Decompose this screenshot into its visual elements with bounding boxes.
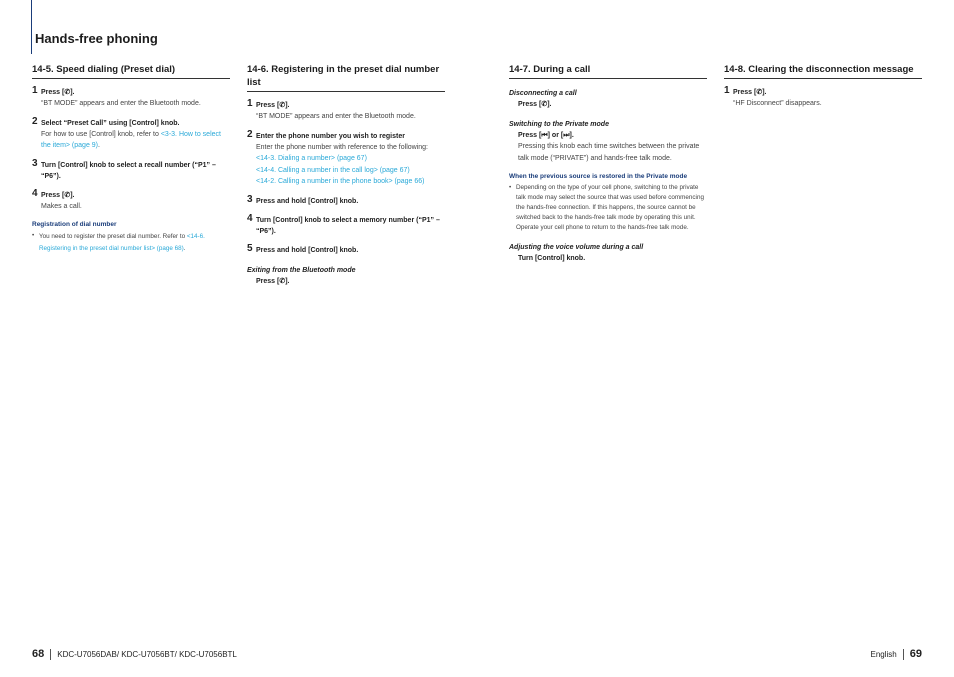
step — [32, 115, 230, 152]
step — [32, 187, 230, 213]
step-number: 1 — [32, 85, 38, 96]
cross-ref-link[interactable]: <3-3. How to select the item> (page 9) — [41, 130, 221, 149]
note-tail: . — [183, 244, 186, 252]
step — [247, 128, 445, 188]
step-number: 4 — [247, 212, 253, 224]
step-head: Select “Preset Call” using [Control] knob. — [41, 119, 180, 127]
section-title: 14-7. During a call — [509, 63, 707, 79]
section-register-preset — [247, 63, 445, 287]
step-head: Turn [Control] knob to select a memory number (“P1” – “P6”). — [256, 216, 440, 235]
header-rule — [31, 0, 32, 54]
cross-ref-link[interactable]: <14-4. Calling a number in the call log> (page 67) — [256, 166, 410, 174]
exit-title: Exiting from the Bluetooth mode — [247, 266, 356, 274]
step-body-text: For how to use [Control] knob, refer to — [41, 130, 161, 138]
step-head: Press [✆]. — [256, 102, 290, 109]
section-during-call — [509, 63, 707, 264]
step — [247, 100, 445, 123]
section-title: 14-5. Speed dialing (Preset dial) — [32, 63, 230, 79]
footer-left — [32, 648, 237, 660]
private-title: Switching to the Private mode — [509, 121, 609, 128]
section-title: 14-6. Registering in the preset dial number list — [247, 63, 445, 92]
private-head: Press [⏮] or [⏭]. — [518, 132, 574, 139]
cross-ref-link[interactable]: <14-3. Dialing a number> (page 67) — [256, 155, 367, 162]
section-speed-dial — [32, 63, 230, 254]
step-head: Press [✆]. — [41, 191, 75, 199]
step-body: Makes a call. — [41, 202, 82, 210]
step-body: “BT MODE” appears and enter the Bluetooth mode. — [41, 100, 201, 107]
model-list: KDC-U7056DAB/ KDC-U7056BT/ KDC-U7056BTL — [57, 650, 237, 659]
step-body: Enter the phone number with reference to the following: — [256, 143, 428, 151]
step-number: 2 — [247, 128, 253, 140]
cross-ref-link[interactable]: <14-2. Calling a number in the phone book> (page 66) — [256, 178, 425, 185]
step-number: 1 — [247, 98, 253, 109]
step-body-tail: . — [98, 142, 100, 149]
disconnect-title: Disconnecting a call — [509, 90, 577, 97]
step-head: Press [✆]. — [733, 89, 767, 96]
disconnect-body: Press [✆]. — [518, 101, 552, 108]
step-head: Press [✆]. — [41, 89, 75, 96]
private-body: Pressing this knob each time switches between the private talk mode (“PRIVATE”) and hands-free talk mode. — [518, 143, 700, 162]
step — [32, 157, 230, 182]
step — [724, 87, 922, 110]
step-body: “BT MODE” appears and enter the Bluetooth mode. — [256, 113, 416, 120]
step-number: 4 — [32, 187, 38, 199]
step-head: Press and hold [Control] knob. — [256, 197, 359, 205]
step-number: 2 — [32, 115, 38, 127]
page-title: Hands-free phoning — [35, 31, 158, 46]
step — [247, 193, 445, 207]
step-head: Turn [Control] knob to select a recall number (“P1” – “P6”). — [41, 161, 216, 180]
footer-divider — [903, 649, 904, 660]
step — [32, 87, 230, 110]
cross-ref-link[interactable]: <14-6. Registering in the preset dial number list> (page 68) — [39, 233, 205, 252]
exit-body: Press [✆]. — [256, 277, 290, 285]
footer-right — [871, 648, 923, 660]
step-number: 5 — [247, 242, 253, 254]
step-number: 1 — [724, 85, 730, 96]
language-label: English — [870, 650, 897, 659]
restore-bullet: • Depending on the type of your cell phone, switching to the private talk mode may select the source that was used before commencing the hands-free connection. If this happens, the source cannot be switched back to the hands-free talk mode by operating this unit. Operate your cell phone to return to the hands-free talk mode. — [509, 183, 707, 233]
volume-title: Adjusting the voice volume during a call — [509, 244, 644, 251]
step-number: 3 — [247, 193, 253, 205]
step-body: “HF Disconnect” disappears. — [733, 100, 822, 107]
page-number-right: 69 — [909, 648, 922, 660]
section-clear-message — [724, 63, 922, 110]
step-head: Enter the phone number you wish to register — [256, 132, 405, 140]
step-body — [41, 129, 230, 152]
step — [247, 212, 445, 237]
note-text: You need to register the preset dial number. Refer to — [39, 233, 187, 240]
page-number-left: 68 — [32, 648, 45, 660]
footer-divider — [50, 649, 51, 660]
section-title: 14-8. Clearing the disconnection message — [724, 63, 922, 79]
note-bullet — [32, 231, 230, 254]
step-number: 3 — [32, 157, 38, 169]
step-head: Press and hold [Control] knob. — [256, 246, 359, 254]
step — [247, 242, 445, 256]
note-title: Registration of dial number — [32, 221, 117, 228]
restore-title: When the previous source is restored in the Private mode — [509, 173, 688, 180]
volume-body: Turn [Control] knob. — [518, 255, 586, 262]
